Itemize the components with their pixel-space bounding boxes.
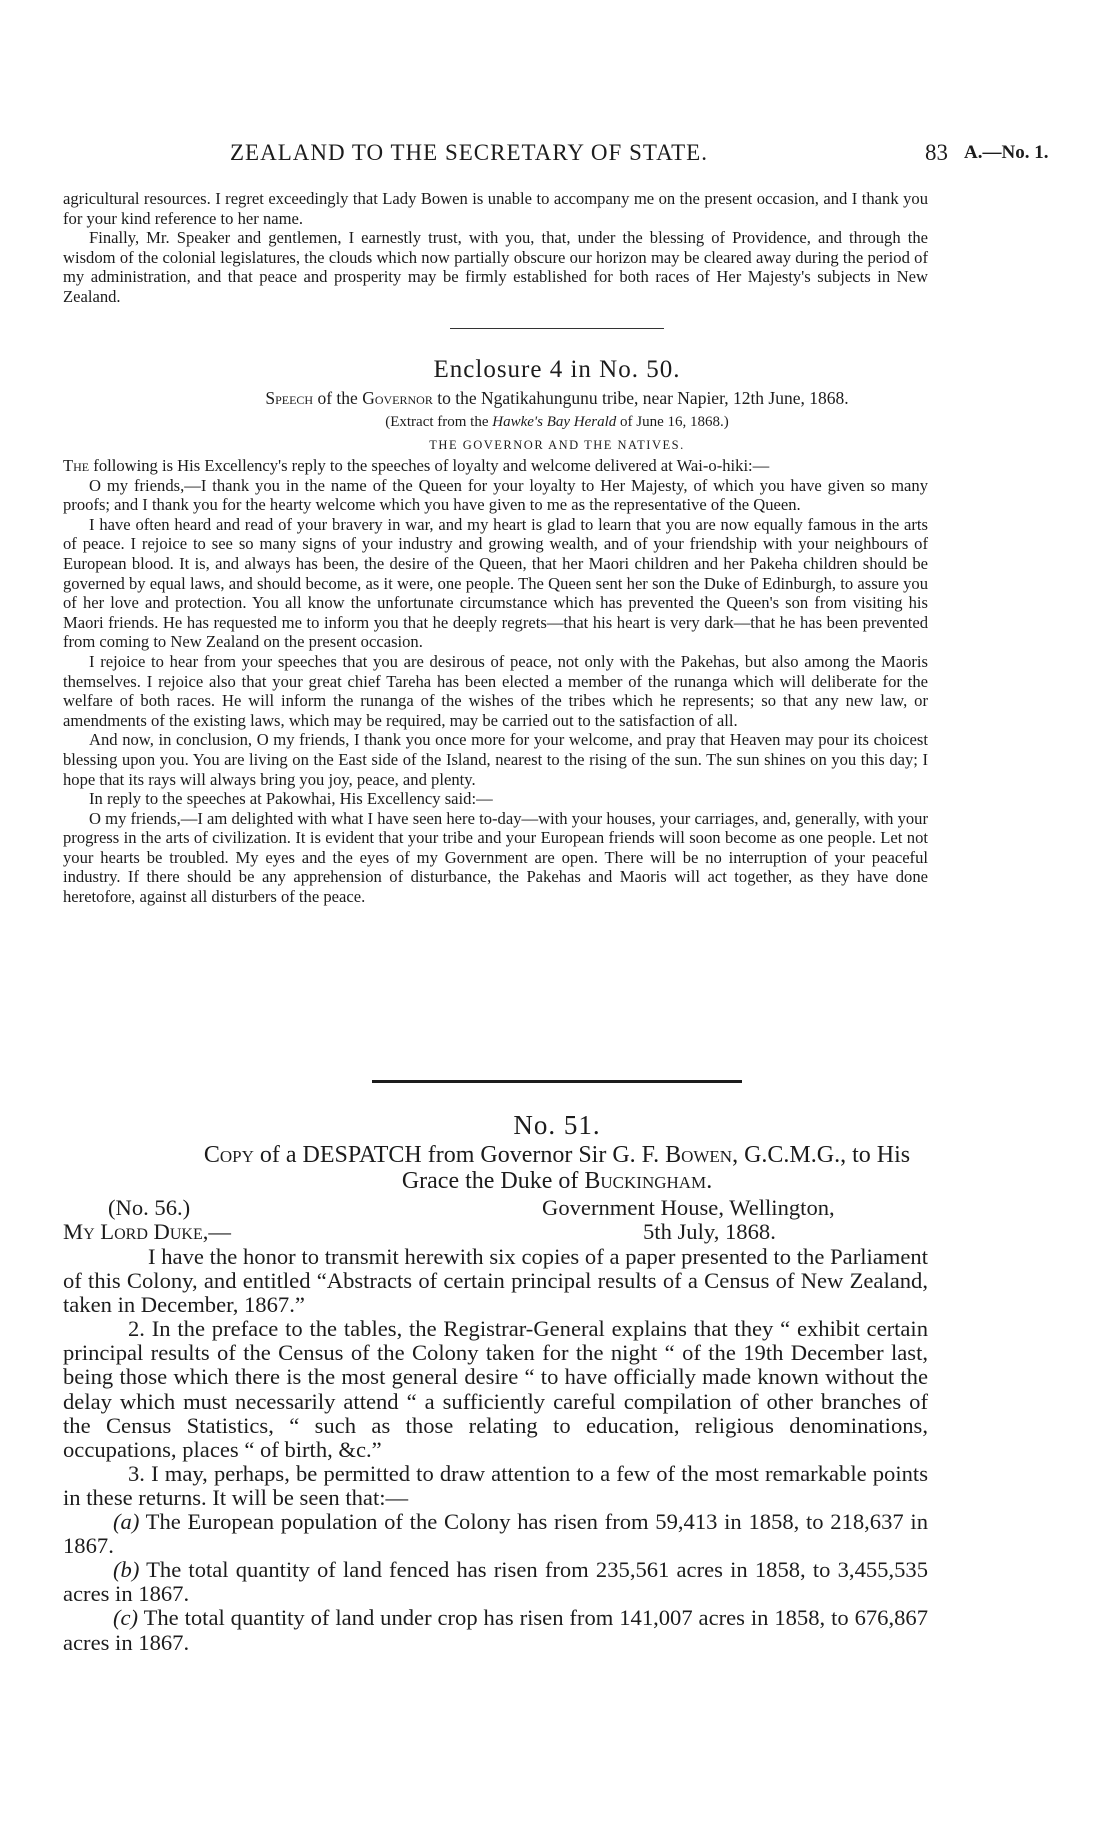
running-header <box>0 140 1114 170</box>
intro-paragraph: agricultural resources. I regret exceedingly that Lady Bowen is unable to accompany me on the present occasion, and I thank you for your kind reference to her name. <box>63 189 928 228</box>
enclosure-paragraph: I rejoice to hear from your speeches that you are desirous of peace, not only with the Pakehas, but also among the Maoris themselves. I rejoice also that your great chief Tareha has been elected a member of the runanga which will deliberate for the welfare of both races. He will inform the runanga of the wishes of the tribes which he represents; so that any new law, or amendments of the existing laws, which may be required, may be carried out to the satisfaction of all. <box>63 651 928 730</box>
despatch-title <box>200 1142 914 1194</box>
title-text: , G.C.M.G., to His Grace the Duke of <box>401 1142 911 1194</box>
section-heading: THE GOVERNOR AND THE NATIVES. <box>429 438 685 452</box>
bowen-name: Bowen <box>665 1142 733 1168</box>
dateline-row-2 <box>63 1220 928 1244</box>
newspaper-name: Hawke's Bay Herald <box>492 414 617 430</box>
despatch-date: 5th July, 1868. <box>643 1219 776 1244</box>
title-text: of a DESPATCH from Governor Sir G. F. <box>253 1142 666 1168</box>
despatch-paragraph: 3. I may, perhaps, be permitted to draw attention to a few of the most remarkable points in these returns. It will be seen that:— <box>63 1460 928 1510</box>
despatch-paragraph: 2. In the preface to the tables, the Registrar-General explains that they “ exhibit certain principal results of the Census of the Colony taken for the night “ of the 19th December last, being those which there is the most general desire “ to have officially made known without the delay which must necessarily attend “ a sufficiently careful compilation of other branches of the Census Statistics, “ such as those relating to education, religious denominations, occupations, places “ of birth, &c.” <box>63 1316 928 1462</box>
despatch-paragraph: I have the honor to transmit herewith six copies of a paper presented to the Parliament of this Colony, and entitled “Abstracts of certain principal results of a Census of New Zealand, taken in December, 1867.” <box>63 1244 928 1318</box>
item-label: (b) <box>113 1557 140 1583</box>
lead-word: The <box>63 456 90 475</box>
buckingham-name: Buckingham <box>584 1168 707 1194</box>
section-divider <box>450 328 664 329</box>
header-title: ZEALAND TO THE SECRETARY OF STATE. <box>230 140 708 165</box>
enclosure-paragraph: In reply to the speeches at Pakowhai, His Excellency said:— <box>89 789 493 809</box>
despatch-body <box>63 1245 928 1655</box>
enclosure-paragraph: O my friends,—I am delighted with what I have seen here to-day—with your houses, your carriages, and, generally, with your progress in the arts of civilization. It is evident that your tribe and your European friends will soon become as one people. Let not your hearts be troubled. My eyes and the eyes of my Government are open. There will be no interruption of your peaceful industry. If there should be any apprehension of disturbance, the Pakehas and Maoris will act together, as they have done heretofore, against all disturbers of the peace. <box>63 808 928 907</box>
title-text: . <box>706 1168 713 1194</box>
extract-text: (Extract from the <box>385 414 493 430</box>
list-item <box>63 1510 928 1558</box>
item-text: The total quantity of land fenced has risen from 235,561 acres in 1858, to 3,455,535 acres in 1867. <box>63 1557 928 1607</box>
paragraph-text: following is His Excellency's reply to the speeches of loyalty and welcome delivered at Wai-o-hiki:— <box>89 456 770 475</box>
item-label: (a) <box>113 1509 140 1535</box>
dateline-row-1 <box>63 1196 928 1220</box>
list-item <box>63 1606 928 1654</box>
extract-note <box>0 414 1114 431</box>
intro-paragraph: Finally, Mr. Speaker and gentlemen, I earnestly trust, with you, that, under the blessing of Providence, and through the wisdom of the colonial legislatures, the clouds which now partially obscure our horizon may be cleared away during the period of my administration, and that peace and prosperity may be firmly established for both races of Her Majesty's subjects in New Zealand. <box>63 228 928 306</box>
despatch-number: No. 51. <box>513 1110 601 1140</box>
enclosure-body <box>63 456 928 907</box>
document-reference: A.—No. 1. <box>964 142 1049 163</box>
intro-text <box>63 189 928 307</box>
subtitle-text: of the <box>313 388 363 408</box>
item-text: The European population of the Colony has risen from 59,413 in 1858, to 218,637 in 1867. <box>63 1509 928 1559</box>
salutation: My Lord Duke,— <box>63 1219 231 1244</box>
enclosure-paragraph <box>63 456 928 476</box>
subtitle-text: to the Ngatikahungunu tribe, near Napier, 12th June, 1868. <box>432 388 849 408</box>
copy-word: Copy <box>203 1142 254 1168</box>
item-label: (c) <box>113 1605 139 1631</box>
enclosure-paragraph: I have often heard and read of your bravery in war, and my heart is glad to learn that you are now equally famous in the arts of peace. I rejoice to see so many signs of your industry and growing wealth, and of your friendship with your neighbours of European blood. It is, and always has been, the desire of the Queen, that her Maori children and her Pakeha children should be governed by equal laws, and should become, as it were, one people. The Queen sent her son the Duke of Edinburgh, to assure you of her love and protection. You all know the unfortunate circumstance which has prevented the Queen's son from visiting his Maori friends. He has requested me to inform you that he deeply regrets—that his heart is very dark—that he has been prevented from coming to New Zealand on the present occasion. <box>63 514 928 652</box>
despatch-divider <box>372 1080 742 1083</box>
governor-word: Governor <box>362 388 433 408</box>
speech-word: Speech <box>265 388 314 408</box>
enclosure-title: Enclosure 4 in No. 50. <box>433 356 681 383</box>
address-place: Government House, Wellington, <box>542 1195 835 1220</box>
enclosure-paragraph: O my friends,—I thank you in the name of the Queen for your loyalty to Her Majesty, of which you have given so many proofs; and I thank you for the hearty welcome which you have given to me as the representative of the Queen. <box>63 475 928 515</box>
item-text: The total quantity of land under crop has risen from 141,007 acres in 1858, to 676,867 acres in 1867. <box>63 1605 928 1655</box>
list-item <box>63 1558 928 1606</box>
despatch-reference: (No. 56.) <box>108 1195 191 1220</box>
extract-text: of June 16, 1868.) <box>616 414 729 430</box>
page-number: 83 <box>925 140 948 165</box>
enclosure-paragraph: And now, in conclusion, O my friends, I thank you once more for your welcome, and pray that Heaven may pour its choicest blessing upon you. You are living on the East side of the Island, nearest to the rising of the sun. The sun shines on you this day; I hope that its rays will always bring you joy, peace, and plenty. <box>63 730 928 789</box>
enclosure-subtitle <box>0 388 1114 409</box>
